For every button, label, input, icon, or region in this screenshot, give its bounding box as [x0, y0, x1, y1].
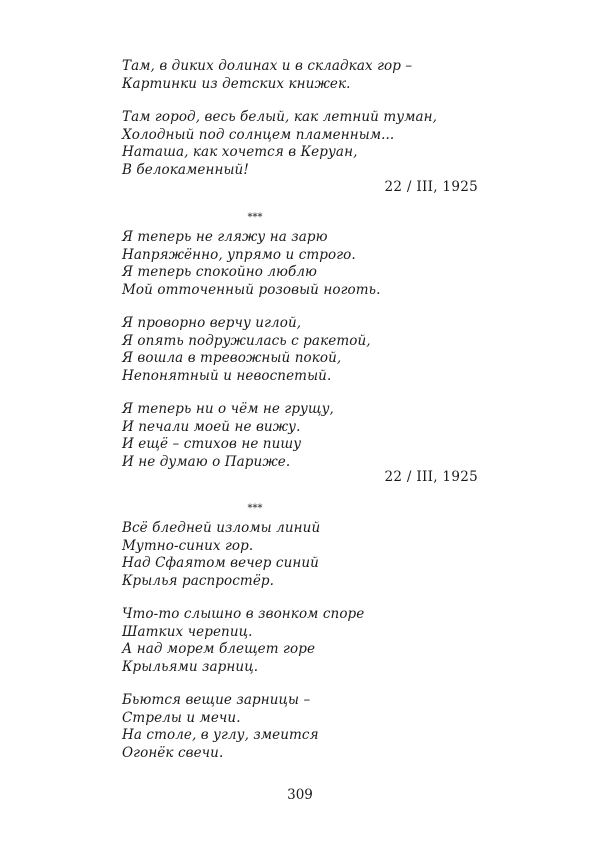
poem-line: И ещё – стихов не пишу [122, 436, 302, 452]
poem-line: Я опять подружилась с ракетой, [122, 332, 371, 349]
poem3-stanza-1 [122, 520, 482, 590]
poem-line: На столе, в углу, змеится [122, 727, 319, 743]
poem2-stanza-3 [122, 401, 482, 471]
poem-line: Непонятный и невоспетый. [122, 367, 332, 384]
poem-line: Шатких черепиц. [122, 623, 253, 640]
poem-line: Крыльями зарниц. [122, 658, 259, 675]
poem-line: Наташа, как хочется в Керуан, [122, 144, 358, 160]
poem-line: Что-то слышно в звонком споре [122, 606, 365, 622]
poem-line: И печали моей не вижу. [122, 418, 301, 435]
poem-line: Я теперь ни о чём не грущу, [122, 401, 334, 417]
poem-line: Мой отточенный розовый ноготь. [122, 281, 381, 298]
poem-line: Холодный под солнцем пламенным... [122, 126, 395, 143]
poem-line: Огонёк свечи. [122, 744, 224, 761]
poem-line: Всё бледней изломы линий [122, 520, 321, 536]
poem3-stanza-2 [122, 606, 482, 676]
poem-line: Крылья распростёр. [122, 572, 275, 589]
poem2-stanza-2 [122, 315, 482, 385]
poem2-date: 22 / III, 1925 [384, 469, 478, 485]
poem-line: Мутно-синих гор. [122, 537, 254, 554]
page-number: 309 [287, 787, 313, 803]
poem2-separator: *** [247, 212, 263, 223]
poem2-stanza-1 [122, 229, 482, 299]
poem-line: Бьются вещие зарницы – [122, 692, 311, 708]
poem1-date: 22 / III, 1925 [384, 179, 478, 195]
poem1-stanza-1 [122, 58, 482, 93]
poem-line: И не думаю о Париже. [122, 453, 291, 470]
poem-line: А над морем блещет горе [122, 641, 316, 657]
poem-line: Там, в диких долинах и в складках гор – [122, 58, 413, 74]
poem3-stanza-3 [122, 692, 482, 762]
poem-line: Я теперь спокойно люблю [122, 264, 318, 280]
poem-line: Там город, весь белый, как летний туман, [122, 109, 438, 125]
poem3-separator: *** [247, 503, 263, 514]
poem-line: Над Сфаятом вечер синий [122, 555, 319, 571]
poem-line: В белокаменный! [122, 161, 249, 178]
poem-line: Картинки из детских книжек. [122, 75, 351, 92]
poem-line: Я проворно верчу иглой, [122, 315, 302, 331]
poem1-stanza-2 [122, 109, 482, 179]
poem-line: Я вошла в тревожный покой, [122, 350, 342, 366]
poem-line: Я теперь не гляжу на зарю [122, 229, 328, 245]
poem-line: Стрелы и мечи. [122, 709, 241, 726]
poem-line: Напряжённо, упрямо и строго. [122, 246, 356, 263]
